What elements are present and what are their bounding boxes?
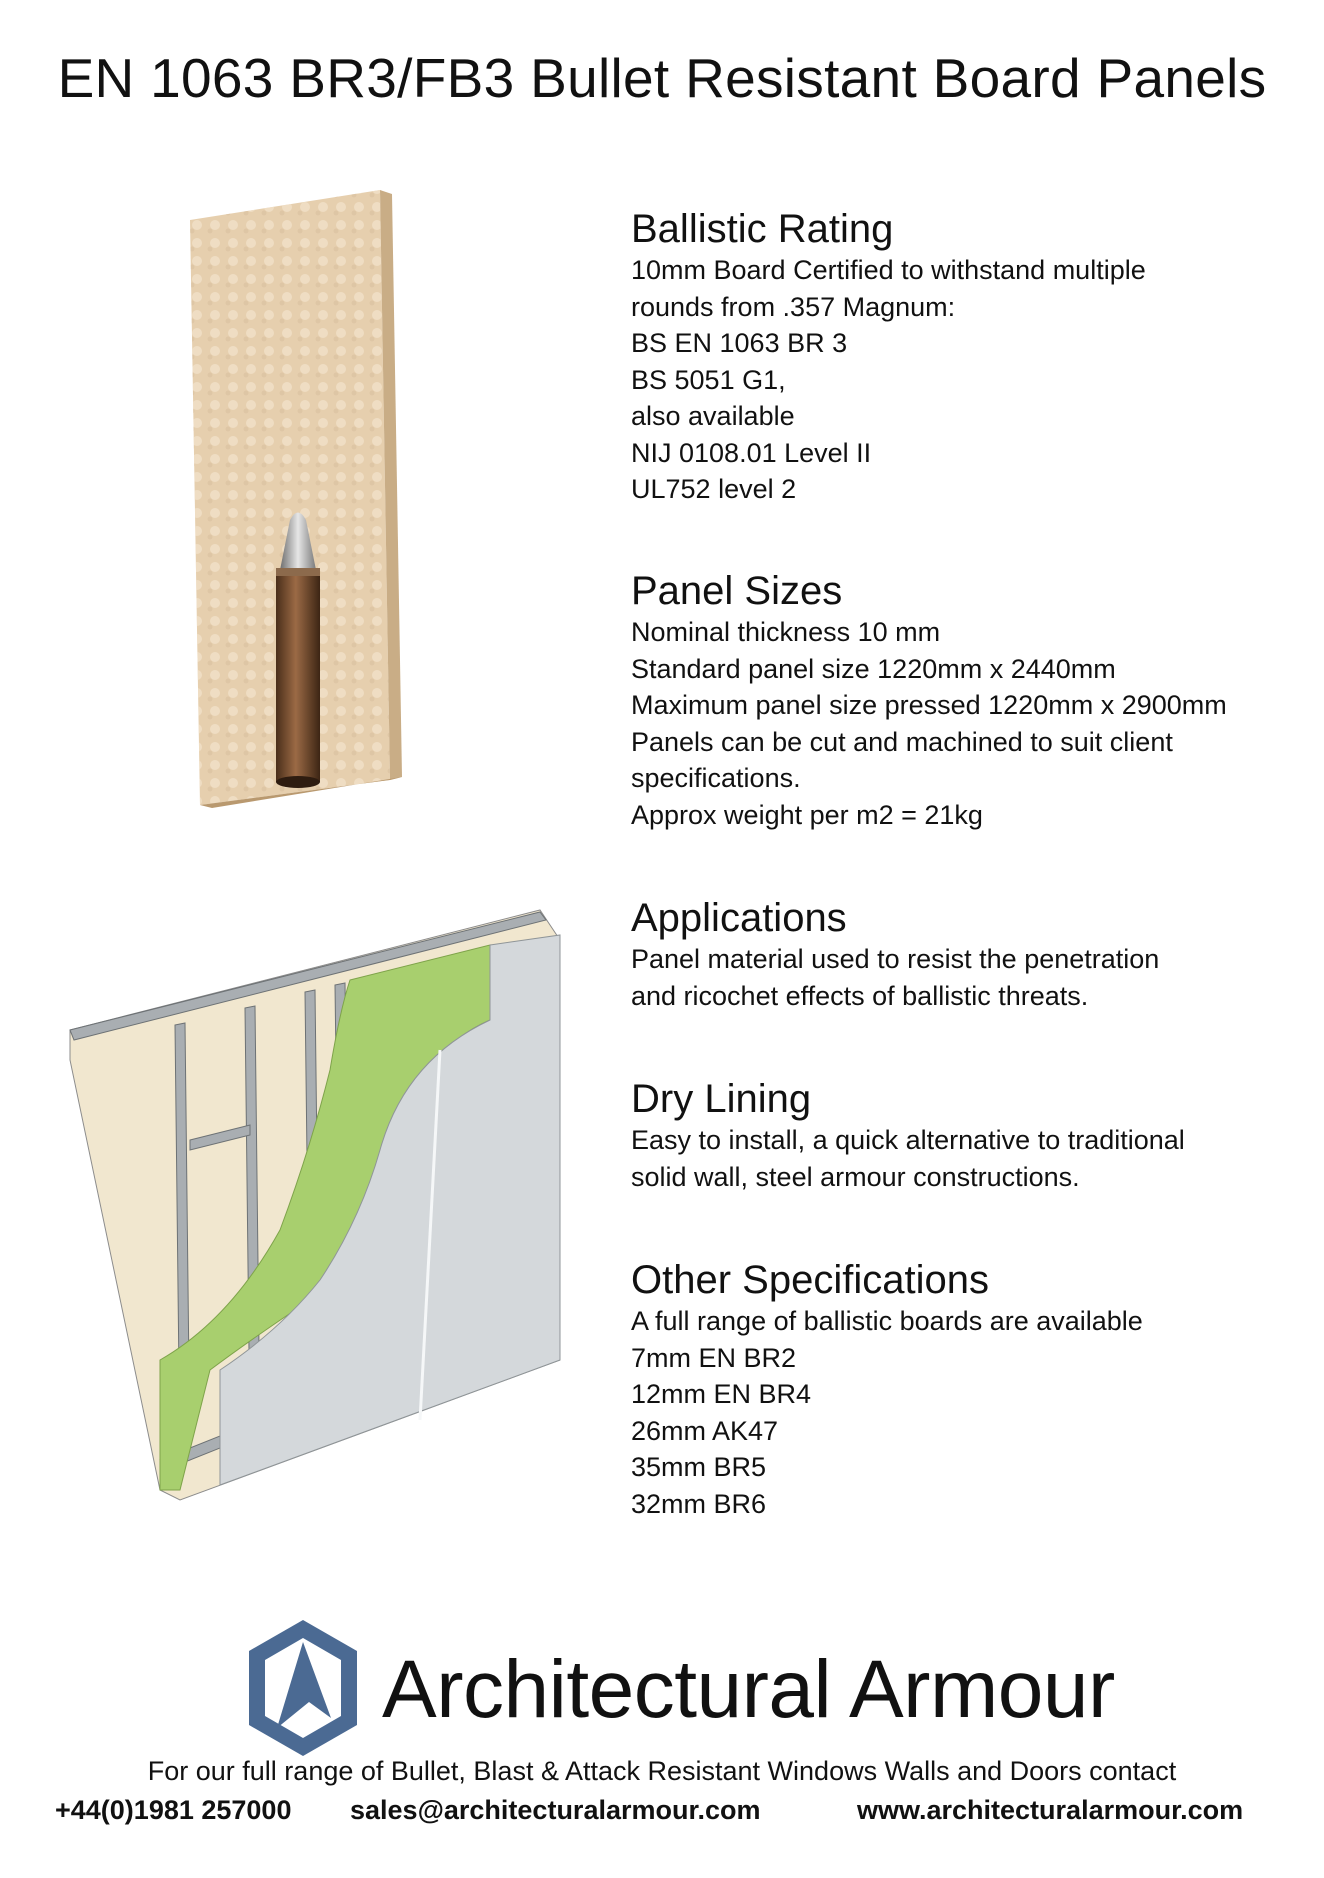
section-line: Approx weight per m2 = 21kg bbox=[631, 799, 983, 830]
section-applications bbox=[631, 895, 1311, 1014]
section-line: 35mm BR5 bbox=[631, 1452, 767, 1482]
section-line: 32mm BR6 bbox=[631, 1488, 767, 1519]
section-heading: Dry Lining bbox=[631, 1077, 812, 1121]
section-line: UL752 level 2 bbox=[631, 474, 797, 504]
contact-phone[interactable]: +44(0)1981 257000 bbox=[55, 1795, 292, 1825]
brand-logo-icon bbox=[247, 1618, 359, 1758]
section-line: 10mm Board Certified to withstand multiple bbox=[631, 255, 1146, 285]
section-line: and ricochet effects of ballistic threats. bbox=[631, 980, 1089, 1011]
section-line: A full range of ballistic boards are available bbox=[631, 1306, 1143, 1336]
section-line: 12mm EN BR4 bbox=[631, 1379, 812, 1409]
section-heading: Ballistic Rating bbox=[631, 207, 894, 251]
section-line: BS 5051 G1, bbox=[631, 364, 786, 395]
wall-assembly-image bbox=[60, 900, 580, 1510]
section-line: Maximum panel size pressed 1220mm x 2900mm bbox=[631, 690, 1227, 720]
section-line: specifications. bbox=[631, 763, 801, 793]
section-heading: Other Specifications bbox=[631, 1258, 989, 1302]
section-other-specifications bbox=[631, 1257, 1311, 1522]
contact-website-link[interactable]: www.architecturalarmour.com bbox=[857, 1795, 1244, 1825]
section-line: BS EN 1063 BR 3 bbox=[631, 328, 848, 358]
section-line: Nominal thickness 10 mm bbox=[631, 617, 941, 647]
section-heading: Panel Sizes bbox=[631, 569, 843, 613]
section-line: Easy to install, a quick alternative to traditional bbox=[631, 1125, 1185, 1155]
section-heading: Applications bbox=[631, 896, 847, 940]
section-line: 7mm EN BR2 bbox=[631, 1342, 797, 1373]
section-ballistic-rating bbox=[631, 206, 1311, 508]
page-title: EN 1063 BR3/FB3 Bullet Resistant Board Panels bbox=[57, 47, 1267, 109]
board-sample-image bbox=[170, 180, 410, 820]
brand-name: Architectural Armour bbox=[382, 1644, 1115, 1735]
section-line: Panels can be cut and machined to suit client bbox=[631, 726, 1173, 757]
section-line: Panel material used to resist the penetration bbox=[631, 944, 1160, 974]
contact-message: For our full range of Bullet, Blast & Attack Resistant Windows Walls and Doors contact bbox=[147, 1756, 1177, 1786]
section-line: solid wall, steel armour constructions. bbox=[631, 1161, 1080, 1192]
section-line: rounds from .357 Magnum: bbox=[631, 291, 956, 322]
section-line: NIJ 0108.01 Level II bbox=[631, 437, 872, 468]
section-panel-sizes bbox=[631, 568, 1311, 833]
section-line: also available bbox=[631, 401, 795, 431]
section-dry-lining bbox=[631, 1076, 1311, 1195]
contact-email-link[interactable]: sales@architecturalarmour.com bbox=[350, 1795, 761, 1825]
section-line: 26mm AK47 bbox=[631, 1415, 779, 1446]
section-line: Standard panel size 1220mm x 2440mm bbox=[631, 653, 1116, 684]
